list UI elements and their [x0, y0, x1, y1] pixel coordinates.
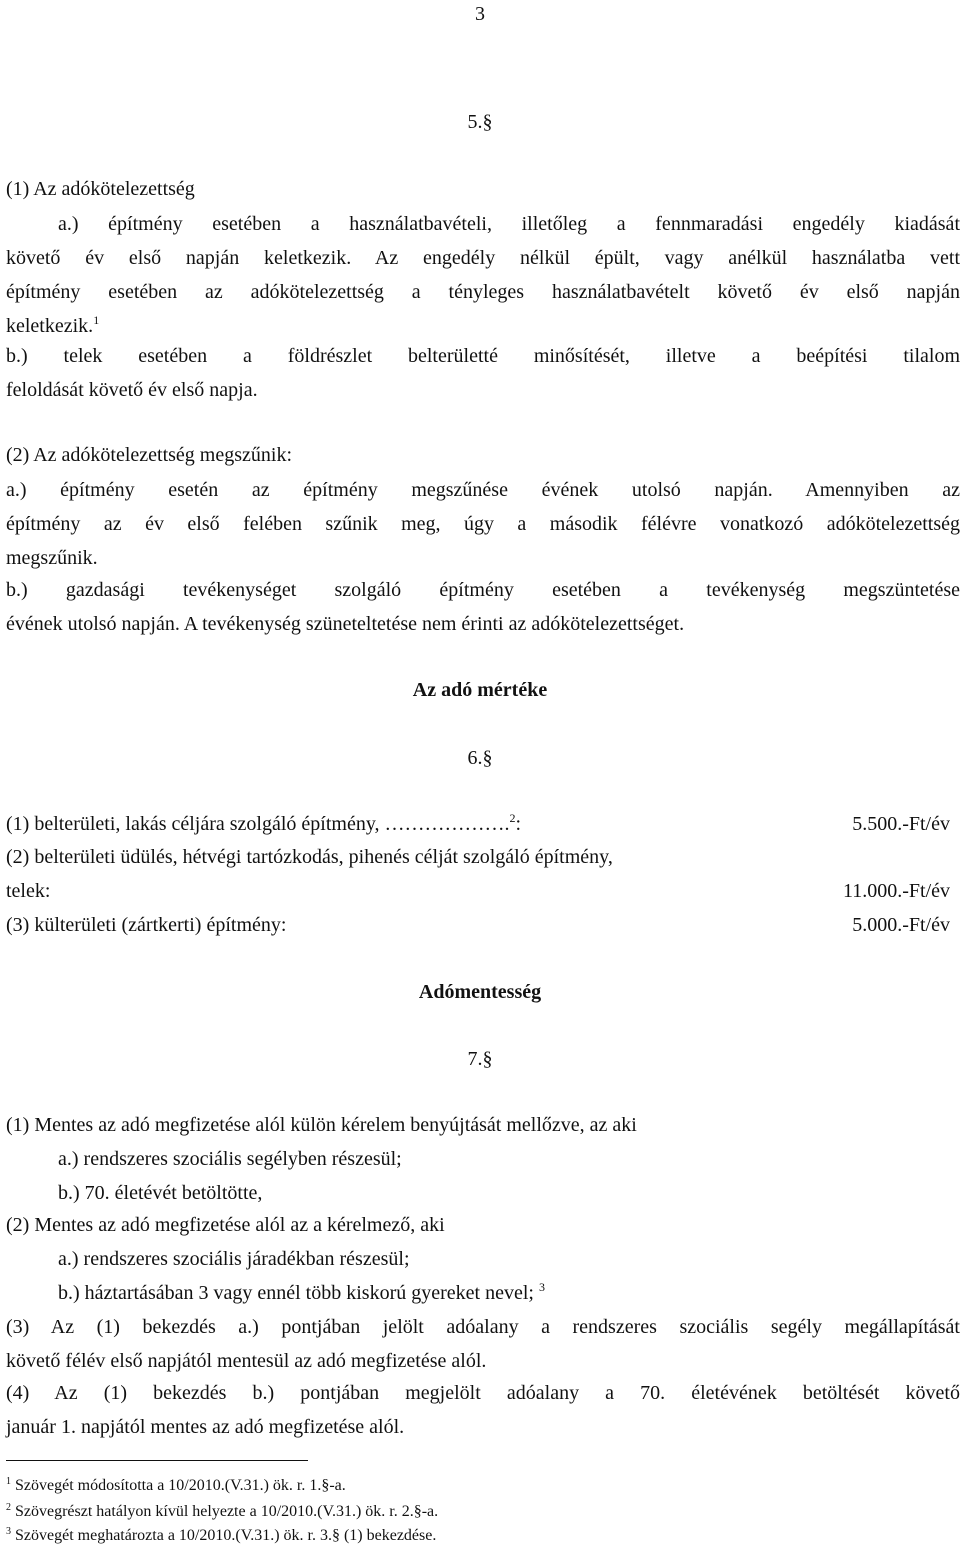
rate-row1-amount: 5.500.-Ft/év: [852, 813, 950, 835]
exempt-p2-a: a.) rendszeres szociális járadékban részesül;: [58, 1248, 410, 1270]
footnote-1-num: 1: [6, 1476, 11, 1487]
footnote-rule: [6, 1460, 308, 1461]
s5-p2-b-line1: b.) gazdasági tevékenységet szolgáló építmény esetében a tevékenység megszüntetése: [6, 579, 960, 601]
section-6-heading: 6.§: [467, 747, 493, 769]
footnote-1-text: Szövegét módosította a 10/2010.(V.31.) ök. r. 1.§-a.: [15, 1477, 346, 1494]
s5-p1-a-line1: a.) építmény esetében a használatbavételi, illetőleg a fennmaradási engedély kiadását: [58, 213, 960, 235]
footnote-ref-3: 3: [538, 1280, 545, 1294]
exempt-title: Adómentesség: [418, 981, 542, 1003]
s5-p1-a-line3: építmény esetében az adókötelezettség a tényleges használatbavételt követő év első napján: [6, 281, 960, 303]
rate-row2-amount: 11.000.-Ft/év: [842, 880, 950, 902]
rate-row1-colon: :: [515, 813, 522, 835]
exempt-p2-head: (2) Mentes az adó megfizetése alól az a kérelmező, aki: [6, 1214, 445, 1236]
s5-p2-head: (2) Az adókötelezettség megszűnik:: [6, 444, 293, 466]
s5-p1-a-line4: [6, 314, 960, 338]
section-5-heading: 5.§: [467, 111, 493, 133]
footnote-ref-2: 2: [509, 811, 516, 825]
s5-p1-b-line1: b.) telek esetében a földrészlet belterületté minősítését, illetve a beépítési tilalom: [6, 345, 960, 367]
footnote-2: [6, 1502, 438, 1522]
footnote-3: [6, 1526, 436, 1546]
exempt-p4-line2: január 1. napjától mentes az adó megfizetése alól.: [6, 1416, 405, 1438]
exempt-p3-line2: követő félév első napjától mentesül az adó megfizetése alól.: [6, 1350, 487, 1372]
footnote-1: [6, 1476, 346, 1496]
s5-p2-a-line3: megszűnik.: [6, 547, 98, 569]
s5-p1-a-line4-text: keletkezik.: [6, 315, 94, 337]
s5-p1-b-line2: feloldását követő év első napja.: [6, 379, 258, 401]
rate-row2-label-line1: (2) belterületi üdülés, hétvégi tartózkodás, pihenés célját szolgáló építmény,: [6, 846, 613, 868]
rate-title: Az adó mértéke: [412, 679, 548, 701]
footnote-2-text: Szövegrészt hatályon kívül helyezte a 10/2010.(V.31.) ök. r. 2.§-a.: [15, 1503, 439, 1520]
exempt-p1-head: (1) Mentes az adó megfizetése alól külön kérelem benyújtását mellőzve, az aki: [6, 1114, 637, 1136]
exempt-p2-b-text: b.) háztartásában 3 vagy ennél több kiskorú gyereket nevel;: [58, 1282, 534, 1304]
exempt-p1-a: a.) rendszeres szociális segélyben részesül;: [58, 1148, 402, 1170]
page-number: 3: [475, 3, 485, 25]
footnote-3-text: Szövegét meghatározta a 10/2010.(V.31.) ök. r. 3.§ (1) bekezdése.: [15, 1527, 437, 1544]
s5-p1-head: (1) Az adókötelezettség: [6, 178, 195, 200]
s5-p2-a-line1: a.) építmény esetén az építmény megszűnése évének utolsó napján. Amennyiben az: [6, 479, 960, 501]
s5-p2-b-line2: évének utolsó napján. A tevékenység szüneteltetése nem érinti az adókötelezettséget.: [6, 613, 685, 635]
rate-row3-amount: 5.000.-Ft/év: [852, 914, 950, 936]
exempt-p1-b: b.) 70. életévét betöltötte,: [58, 1182, 263, 1204]
footnote-3-num: 3: [6, 1526, 11, 1537]
exempt-p3-line1: (3) Az (1) bekezdés a.) pontjában jelölt adóalany a rendszeres szociális segély megállapítását: [6, 1316, 960, 1338]
rate-row1-text: (1) belterületi, lakás céljára szolgáló építmény, ……………….: [6, 813, 510, 835]
section-7-heading: 7.§: [467, 1048, 493, 1070]
s5-p1-a-line2: követő év első napján keletkezik. Az engedély nélkül épült, vagy anélkül használatba vett: [6, 247, 960, 269]
rate-row2-label-line2: telek:: [6, 880, 51, 902]
footnote-ref-1: 1: [93, 313, 100, 327]
rate-row3-label: (3) külterületi (zártkerti) építmény:: [6, 914, 287, 936]
exempt-p2-b: [58, 1281, 960, 1305]
exempt-p4-line1: (4) Az (1) bekezdés b.) pontjában megjelölt adóalany a 70. életévének betöltését követő: [6, 1382, 960, 1404]
rate-row1-label: [6, 812, 521, 836]
s5-p2-a-line2: építmény az év első felében szűnik meg, úgy a második félévre vonatkozó adókötelezettség: [6, 513, 960, 535]
footnote-2-num: 2: [6, 1502, 11, 1513]
